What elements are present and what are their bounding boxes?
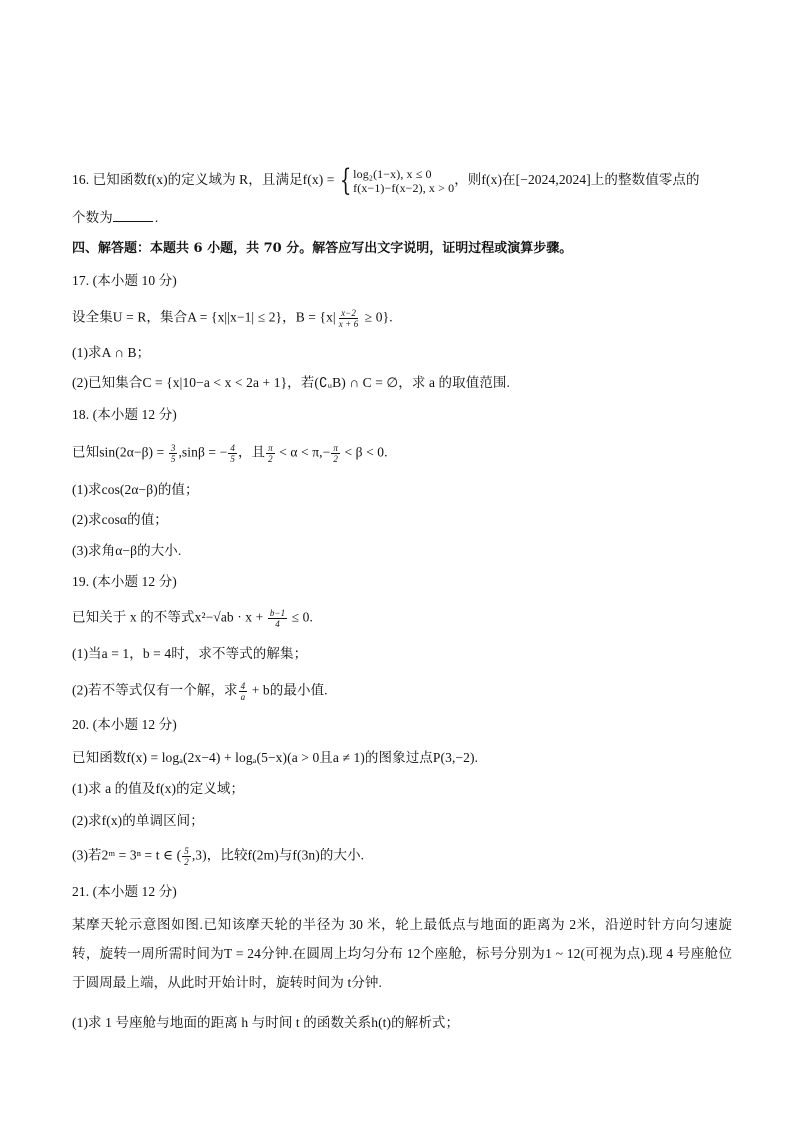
q19-title: 19. (本小题 12 分): [72, 574, 177, 589]
q18-stem: [72, 443, 732, 464]
q18-frac1-num: 3: [170, 443, 176, 453]
q17-stem: [72, 308, 732, 329]
q19-part2-a: (2)若不等式仅有一个解，求: [72, 682, 238, 698]
q18-frac4-den: 2: [333, 454, 338, 464]
q19-part2-b: + b的最小值.: [248, 682, 328, 698]
q20-title: 20. (本小题 12 分): [72, 717, 177, 732]
q16-line1: [72, 163, 732, 198]
q16-cases: [353, 167, 454, 195]
q17-title: 17. (本小题 10 分): [72, 273, 177, 288]
q18-frac3: [266, 443, 275, 464]
q17-stem-a: 设全集U = R，集合A = {x||x−1| ≤ 2}，B = {x|: [72, 309, 336, 325]
q21-title: 21. (本小题 12 分): [72, 884, 177, 899]
q18-frac1-den: 5: [170, 454, 176, 464]
q16-line2: [72, 207, 732, 227]
q16-prefix: 16. 已知函数f(x)的定义域为 R，且满足f(x) =: [72, 172, 338, 188]
q18-frac4-num: π: [333, 443, 338, 453]
q16-case2: f(x−1)−f(x−2), x > 0: [353, 181, 455, 195]
q18-frac2: [228, 443, 237, 464]
q17-part2: (2)已知集合C = {x|10−a < x < 2a + 1}，若(∁ᵤB) ∩ C = ∅，求 a 的取值范围.: [72, 375, 511, 390]
q19-stem-b: ≤ 0.: [288, 609, 313, 625]
q16-suffix: ，则f(x)在[−2024,2024]上的整数值零点的: [454, 172, 700, 188]
q18-frac2-den: 5: [230, 454, 235, 464]
q19-stem: [72, 608, 732, 629]
q16-piecewise: [338, 163, 455, 198]
q17-stem-b: ≥ 0}.: [361, 309, 393, 325]
q16-line2-text: 个数为: [72, 210, 113, 225]
q18-frac4: [331, 443, 340, 464]
q21-stem: 某摩天轮示意图如图.已知该摩天轮的半径为 30 米，轮上最低点与地面的距离为 2米，沿逆时针方向匀速旋转，旋转一周所需时间为T = 24分钟.在圆周上均匀分布 12个座舱，标号分别为1 ~ 12(可视为点).现 4 号座舱位于圆周最上端，从此时开始计时，旋转时间为 t分钟.: [72, 917, 732, 990]
q17-part1: (1)求A ∩ B；: [72, 345, 151, 360]
q19-frac2-den: a: [240, 692, 246, 702]
q20-part1: (1)求 a 的值及f(x)的定义域；: [72, 781, 245, 796]
q16-answer-blank[interactable]: [113, 207, 153, 222]
q20-fraction: [182, 846, 191, 867]
section4-heading: 四、解答题：本题共 6 小题，共 70 分。解答应写出文字说明，证明过程或演算步骤。: [72, 241, 573, 256]
q20-frac-num: 5: [184, 846, 189, 856]
q19-frac2-num: 4: [240, 681, 246, 691]
q19-fraction2: [239, 681, 248, 702]
q18-stem-d: < α < π,−: [275, 444, 331, 460]
q19-frac-num: b−1: [269, 608, 286, 618]
q18-frac3-num: π: [268, 443, 273, 453]
q18-part1: (1)求cos(2α−β)的值；: [72, 482, 199, 497]
q18-stem-b: ,sinβ = −: [178, 444, 228, 460]
q20-part3-a: (3)若2ᵐ = 3ⁿ = t ∈ (: [72, 847, 182, 863]
q19-stem-a: 已知关于 x 的不等式x²−√ab · x +: [72, 609, 267, 625]
q19-frac-den: 4: [275, 619, 280, 629]
q20-stem: 已知函数f(x) = logₐ(2x−4) + logₐ(5−x)(a > 0且a ≠ 1)的图象过点P(3,−2).: [72, 750, 479, 765]
q18-stem-e: < β < 0.: [340, 444, 388, 460]
q18-part2: (2)求cosα的值；: [72, 512, 168, 527]
q20-part2: (2)求f(x)的单调区间；: [72, 813, 204, 828]
q17-frac-den: x + 6: [338, 319, 359, 329]
q20-part3: [72, 846, 732, 867]
q21-part1: (1)求 1 号座舱与地面的距离 h 与时间 t 的函数关系h(t)的解析式；: [72, 1015, 460, 1030]
q17-frac-num: x−2: [341, 308, 356, 318]
q20-part3-b: ,3)，比较f(2m)与f(3n)的大小.: [191, 847, 365, 863]
q19-part2: [72, 681, 732, 702]
q18-part3: (3)求角α−β的大小.: [72, 543, 182, 558]
q19-part1: (1)当a = 1，b = 4时，求不等式的解集；: [72, 646, 308, 661]
q16-brace: {: [339, 163, 352, 198]
q18-stem-a: 已知sin(2α−β) =: [72, 444, 168, 460]
q18-frac2-num: 4: [230, 443, 235, 453]
q18-frac1: [169, 443, 178, 464]
q18-stem-c: ，且: [237, 444, 266, 460]
q16-case1: log₂(1−x), x ≤ 0: [353, 167, 432, 181]
q19-fraction: [268, 608, 287, 629]
q18-frac3-den: 2: [268, 454, 273, 464]
q17-fraction: [337, 308, 361, 329]
q16-line2-end: .: [154, 210, 159, 225]
q20-frac-den: 2: [184, 857, 189, 867]
q18-title: 18. (本小题 12 分): [72, 407, 177, 422]
